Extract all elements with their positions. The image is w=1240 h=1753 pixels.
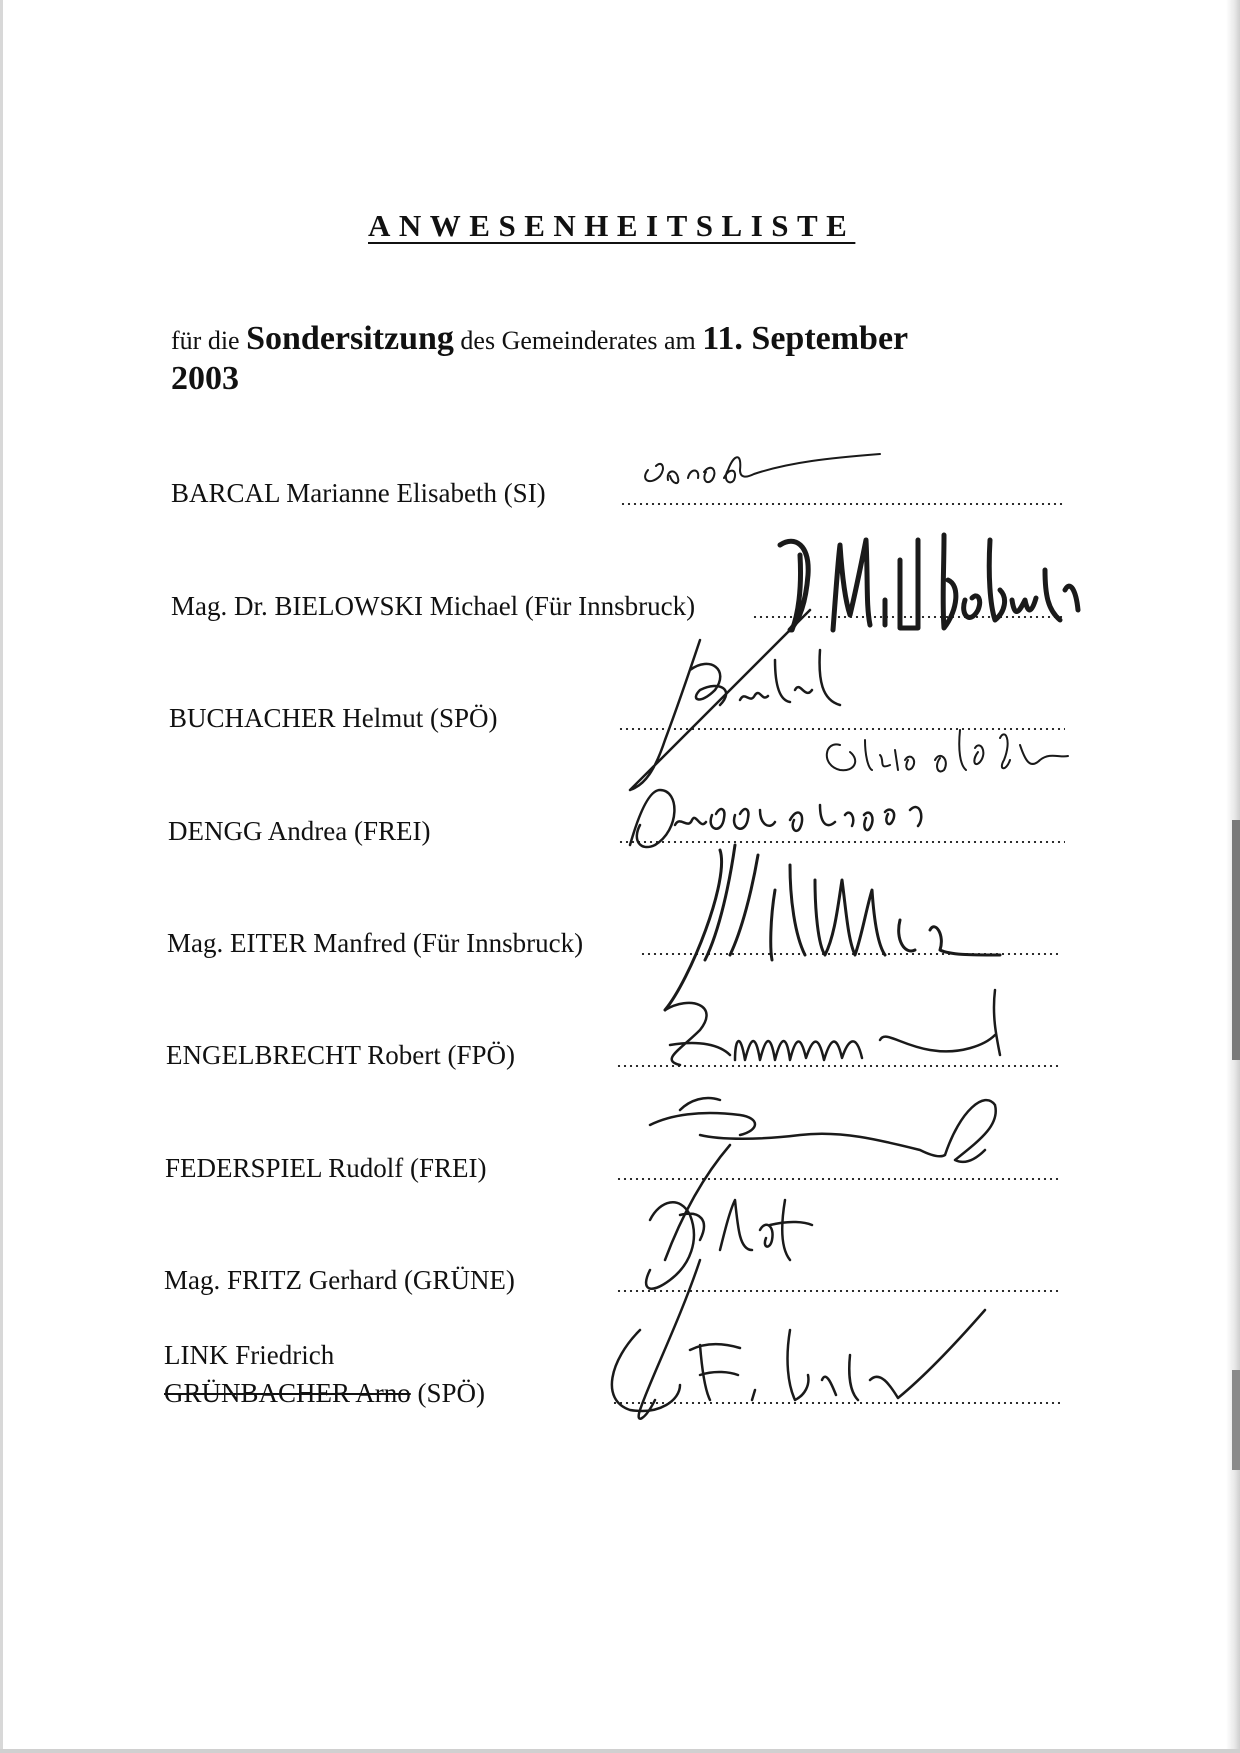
signature-line <box>752 616 1065 618</box>
signature-line <box>616 1065 1061 1067</box>
session-year: 2003 <box>171 360 239 397</box>
attendee-name: Mag. EITER Manfred (Für Innsbruck) <box>167 928 584 958</box>
attendee-name: BARCAL Marianne Elisabeth (SI) <box>171 478 546 508</box>
attendee-name: Mag. Dr. BIELOWSKI Michael (Für Innsbruck) <box>171 591 696 621</box>
attendee-row <box>0 591 1240 651</box>
scan-edge-left <box>0 0 3 1753</box>
session-date: 11. September <box>702 320 909 357</box>
signature-line <box>618 841 1065 843</box>
attendee-row <box>0 1265 1240 1325</box>
signature-line <box>640 953 1058 955</box>
signature-line <box>616 1178 1061 1180</box>
document-subtitle <box>171 320 1031 400</box>
scan-edge-bottom <box>0 1749 1240 1753</box>
attendee-row <box>0 1340 1240 1430</box>
subtitle-middle: des Gemeinderates am <box>460 326 696 355</box>
subtitle-prefix: für die <box>171 326 240 355</box>
attendee-name: FEDERSPIEL Rudolf (FREI) <box>165 1153 487 1183</box>
session-type: Sondersitzung <box>246 320 454 357</box>
scan-edge-right <box>1226 0 1240 1753</box>
attendee-name-replacement: LINK Friedrich <box>164 1340 335 1370</box>
party-suffix: (SPÖ) <box>410 1378 486 1408</box>
attendee-name: DENGG Andrea (FREI) <box>168 816 431 846</box>
attendee-name: BUCHACHER Helmut (SPÖ) <box>169 703 498 733</box>
signature-line <box>620 503 1065 505</box>
signature-line <box>618 728 1065 730</box>
attendee-name-struck <box>164 1378 485 1409</box>
attendee-row <box>0 928 1240 988</box>
attendee-row <box>0 703 1240 763</box>
signature-line <box>616 1290 1061 1292</box>
attendee-name: ENGELBRECHT Robert (FPÖ) <box>166 1040 515 1070</box>
document-title: ANWESENHEITSLISTE <box>368 208 856 243</box>
signature-line <box>612 1402 1060 1404</box>
attendee-row <box>0 1040 1240 1100</box>
attendee-row <box>0 1153 1240 1213</box>
attendee-name: Mag. FRITZ Gerhard (GRÜNE) <box>164 1265 515 1295</box>
attendee-row <box>0 478 1240 538</box>
struck-name: GRÜNBACHER Arno <box>164 1378 411 1408</box>
attendee-row <box>0 816 1240 876</box>
